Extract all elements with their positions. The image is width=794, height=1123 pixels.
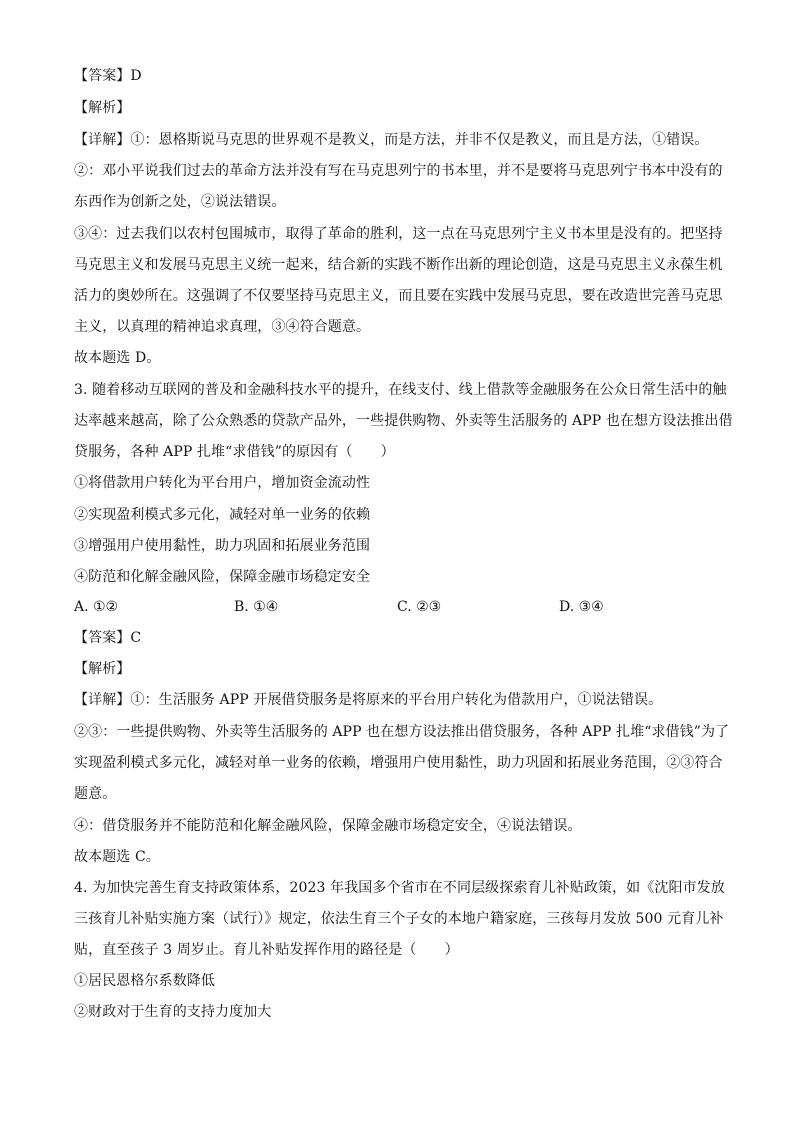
q3-statement: ②实现盈利模式多元化，减轻对单一业务的依赖 — [74, 507, 371, 523]
q4-stem-line: 贴，直至孩子 3 周岁止。育儿补贴发挥作用的路径是（ ） — [74, 942, 459, 958]
q2-detail-line: ③④：过去我们以农村包围城市，取得了革命的胜利，这一点在马克思列宁主义书本里是没有的。把坚持 — [74, 226, 723, 242]
q3-option-d: D. ③④ — [559, 599, 604, 615]
q4-stem-line: 4. 为加快完善生育支持政策体系，2023 年我国多个省市在不同层级探索育儿补贴政策，如《沈阳市发放 — [74, 880, 725, 896]
q3-stem-line: 达率越来越高，除了公众熟悉的贷款产品外，一些提供购物、外卖等生活服务的 APP 也在想方设法推出借 — [74, 413, 733, 429]
q4-statement: ①居民恩格尔系数降低 — [74, 973, 215, 989]
q3-stem-line: 3. 随着移动互联网的普及和金融科技水平的提升，在线支付、线上借款等金融服务在公众日常生活中的触 — [74, 382, 727, 398]
q2-answer: 【答案】D — [74, 68, 142, 84]
q2-detail-line: ②：邓小平说我们过去的革命方法并没有写在马克思列宁的书本里，并不是要将马克思列宁书本中没有的 — [74, 163, 723, 179]
q4-statement: ②财政对于生育的支持力度加大 — [74, 1004, 272, 1020]
q2-detail-line: 东西作为创新之处，②说法错误。 — [74, 194, 286, 210]
q4-stem-line: 三孩育儿补贴实施方案（试行）》规定，依法生育三个子女的本地户籍家庭，三孩每月发放 500 元育儿补 — [74, 911, 724, 927]
q3-conclusion: 故本题选 C。 — [74, 849, 160, 865]
q3-detail-line: 题意。 — [74, 786, 117, 802]
q3-statement: ③增强用户使用黏性，助力巩固和拓展业务范围 — [74, 538, 371, 554]
q2-detail-line: 【详解】①：恩格斯说马克思的世界观不是教义，而是方法，并非不仅是教义，而且是方法，①错误。 — [74, 132, 709, 148]
q2-detail-line: 马克思主义和发展马克思主义统一起来，结合新的实践不断作出新的理论创造，这是马克思主义永葆生机 — [74, 257, 723, 273]
q3-option-a: A. ①② — [74, 599, 119, 615]
q2-detail-line: 主义，以真理的精神追求真理，③④符合题意。 — [74, 319, 371, 335]
q3-detail-line: ②③：一些提供购物、外卖等生活服务的 APP 也在想方设法推出借贷服务，各种 APP 扎堆“求借钱”为了 — [74, 724, 730, 740]
q3-statement: ①将借款用户转化为平台用户，增加资金流动性 — [74, 475, 371, 491]
q3-detail-line: 【详解】①：生活服务 APP 开展借贷服务是将原来的平台用户转化为借款用户，①说法错误。 — [74, 692, 663, 708]
q3-detail-line: ④：借贷服务并不能防范和化解金融风险，保障金融市场稳定安全，④说法错误。 — [74, 818, 582, 834]
q3-detail-line: 实现盈利模式多元化，减轻对单一业务的依赖，增强用户使用黏性，助力巩固和拓展业务范围，②③符合 — [74, 755, 723, 771]
q2-conclusion: 故本题选 D。 — [74, 350, 161, 366]
q3-stem-line: 贷服务，各种 APP 扎堆“求借钱”的原因有（ ） — [74, 444, 395, 460]
q3-analysis-label: 【解析】 — [74, 661, 131, 677]
q3-option-b: B. ①④ — [234, 599, 279, 615]
q2-detail-line: 活力的奥妙所在。这强调了不仅要坚持马克思主义，而且要在实践中发展马克思，要在改造世完善马克思 — [74, 288, 723, 304]
q3-statement: ④防范和化解金融风险，保障金融市场稳定安全 — [74, 569, 371, 585]
q2-analysis-label: 【解析】 — [74, 100, 131, 116]
q3-answer: 【答案】C — [74, 630, 142, 646]
q3-option-c: C. ②③ — [397, 599, 442, 615]
